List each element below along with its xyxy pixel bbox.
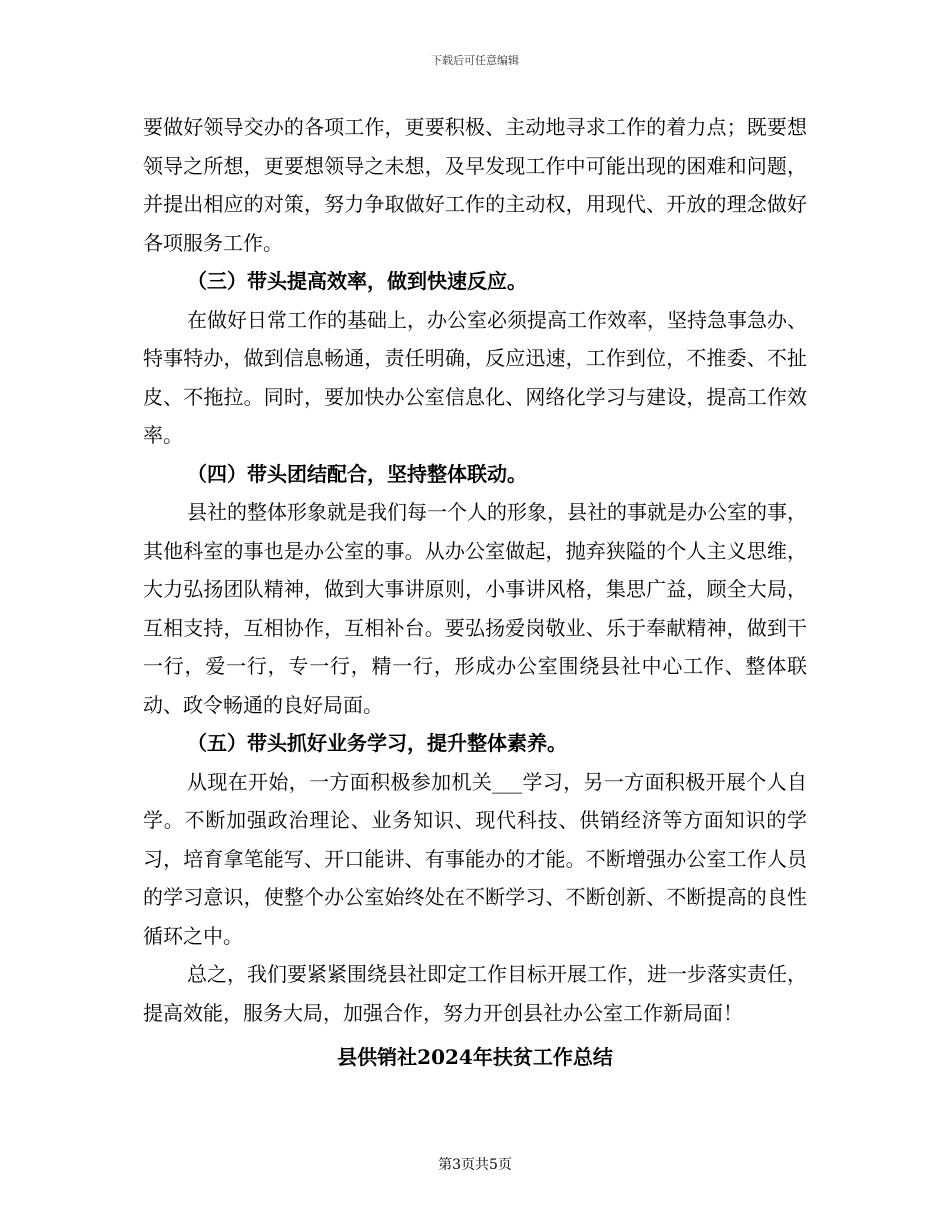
section-heading-5: （五）带头抓好业务学习，提升整体素养。 (187, 731, 567, 755)
next-document-title: 县供销社2024年扶贫工作总结 (337, 1045, 613, 1069)
section-heading-4: （四）带头团结配合，坚持整体联动。 (187, 461, 527, 486)
paragraph-conclusion: 总之，我们要紧紧围绕县社即定工作目标开展工作，进一步落实责任，提高效能，服务大局，加强合作，努力开创县社办公室工作新局面！ (143, 962, 807, 1025)
paragraph-teamwork: 县社的整体形象就是我们每一个人的形象，县社的事就是办公室的事，其他科室的事也是办公室的事。从办公室做起，抛弃狭隘的个人主义思维，大力弘扬团队精神，做到大事讲原则，小事讲风格，集思广益，顾全大局，互相支持，互相协作，互相补台。要弘扬爱岗敬业、乐于奉献精神，做到干一行，爱一行，专一行，精一行，形成办公室围绕县社中心工作、整体联动、政令畅通的良好局面。 (143, 500, 807, 717)
paragraph-study: 从现在开始，一方面积极参加机关___学习，另一方面积极开展个人自学。不断加强政治理论、业务知识、现代科技、供销经济等方面知识的学习，培育拿笔能写、开口能讲、有事能办的才能。不断增强办公室工作人员的学习意识，使整个办公室始终处在不断学习、不断创新、不断提高的良性循环之中。 (143, 769, 807, 948)
section-heading-3: （三）带头提高效率，做到快速反应。 (187, 269, 527, 293)
document-body (143, 108, 807, 1077)
paragraph-efficiency: 在做好日常工作的基础上，办公室必须提高工作效率，坚持急事急办、特事特办，做到信息畅通，责任明确，反应迅速，工作到位，不推委、不扯皮、不拖拉。同时，要加快办公室信息化、网络化学习与建设，提高工作效率。 (143, 307, 807, 447)
page-number: 第3页共5页 (438, 1157, 512, 1173)
paragraph-intro: 要做好领导交办的各项工作，更要积极、主动地寻求工作的着力点；既要想领导之所想，更要想领导之未想，及早发现工作中可能出现的困难和问题，并提出相应的对策，努力争取做好工作的主动权，用现代、开放的理念做好各项服务工作。 (143, 115, 807, 255)
page-header: 下载后可任意编辑 (431, 54, 519, 67)
